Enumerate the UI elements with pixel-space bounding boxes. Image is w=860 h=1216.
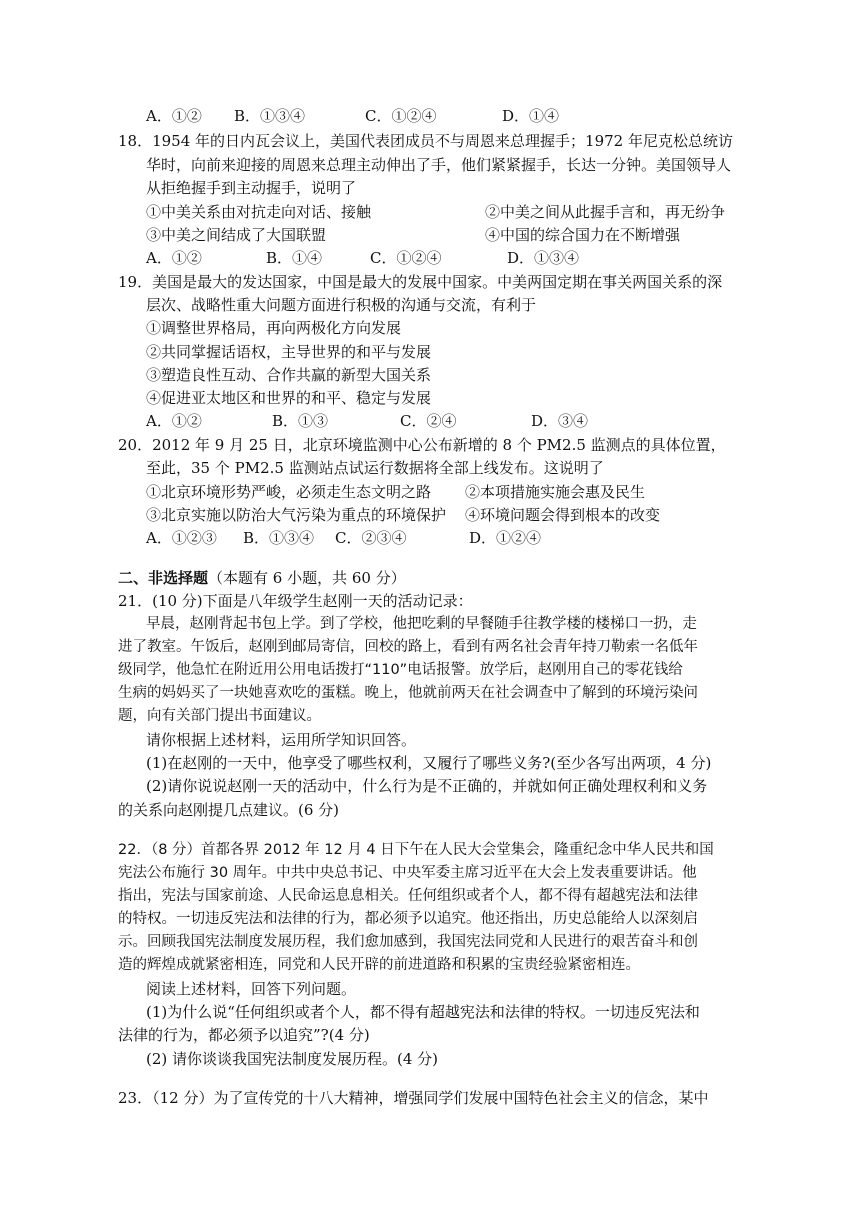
q20-item-4: ④环境问题会得到根本的改变 [465, 506, 661, 524]
q21-material-line: 生病的妈妈买了一块她喜欢吃的蛋糕。晚上，他就前两天在社会调查中了解到的环境污染问 [118, 685, 698, 701]
q17-option-a: A．①② [146, 107, 202, 125]
q18-item-2: ②中美之间从此握手言和，再无纷争 [485, 203, 726, 221]
q22-material-line: 示。回顾我国宪法制度发展历程，我们愈加感到，我国宪法同党和人民进行的艰苦奋斗和创 [118, 934, 698, 950]
q22-material-line: 指出，宪法与国家前途、人民命运息息相关。任何组织或者个人，都不得有超越宪法和法律 [118, 888, 698, 904]
q22-instruction: 阅读上述材料，回答下列问题。 [146, 980, 357, 998]
q19-item-1: ①调整世界格局，再向两极化方向发展 [146, 319, 402, 337]
q18-option-d: D．①③④ [507, 249, 580, 267]
q19-item-2: ②共同掌握话语权，主导世界的和平与发展 [146, 343, 432, 361]
section-heading [118, 568, 406, 588]
section-note: （本题有 6 小题，共 60 分） [208, 569, 406, 587]
q22-material-line: 宪法公布施行 30 周年。中共中央总书记、中央军委主席习近平在大会上发表重要讲话。他 [118, 865, 697, 881]
q18-option-a: A．①② [146, 249, 202, 267]
q20-stem-line: 20．2012 年 9 月 25 日，北京环境监测中心公布新增的 8 个 PM2.5 监测点的具体位置， [118, 436, 726, 454]
q19-option-b: B．①③ [272, 412, 329, 430]
q21-material-line: 题，向有关部门提出书面建议。 [118, 708, 321, 724]
q23-line: 23．（12 分）为了宣传党的十八大精神，增强同学们发展中国特色社会主义的信念，某中 [118, 1089, 709, 1107]
q18-item-1: ①中美关系由对抗走向对话、接触 [146, 203, 372, 221]
section-title: 二、非选择题 [118, 569, 209, 587]
q18-stem-line: 从拒绝握手到主动握手，说明了 [146, 179, 357, 197]
q22-subquestion-1-cont: 法律的行为，都必须予以追究”?(4 分) [118, 1026, 370, 1044]
q18-stem-line: 华时，向前来迎接的周恩来总理主动伸出了手，他们紧紧握手，长达一分钟。美国领导人 [146, 156, 732, 174]
q22-material-line: 造的辉煌成就紧密相连，同党和人民开辟的前进道路和积累的宝贵经验紧密相连。 [118, 957, 640, 973]
q19-option-c: C．②④ [400, 412, 457, 430]
q21-instruction: 请你根据上述材料，运用所学知识回答。 [146, 731, 417, 749]
q18-option-c: C．①②④ [370, 249, 442, 267]
q20-option-c: C．②③④ [335, 529, 407, 547]
q21-material-line: 早晨，赵刚背起书包上学。到了学校，他把吃剩的早餐随手往教学楼的楼梯口一扔，走 [146, 616, 697, 632]
q19-item-3: ③塑造良性互动、合作共赢的新型大国关系 [146, 366, 432, 384]
q20-option-b: B．①③④ [243, 529, 315, 547]
q20-item-2: ②本项措施实施会惠及民生 [465, 483, 646, 501]
q22-material-line: 22．（8 分）首都各界 2012 年 12 月 4 日下午在人民大会堂集会，隆重纪念中华人民共和国 [118, 842, 714, 858]
q21-material-line: 级同学，他急忙在附近用公用电话拨打“110”电话报警。放学后，赵刚用自己的零花钱给 [118, 662, 683, 678]
q17-option-c: C．①②④ [365, 107, 437, 125]
q21-subquestion-1: (1)在赵刚的一天中，他享受了哪些权利，又履行了哪些义务?(至少各写出两项，4 分) [146, 754, 712, 772]
q21-line: 21．(10 分)下面是八年级学生赵刚一天的活动记录： [118, 592, 473, 610]
q19-option-a: A．①② [146, 412, 202, 430]
q17-option-b: B．①③④ [234, 107, 306, 125]
q21-material-line: 进了教室。午饭后，赵刚到邮局寄信，回校的路上，看到有两名社会青年持刀勒索一名低年 [118, 639, 698, 655]
q19-item-4: ④促进亚太地区和世界的和平、稳定与发展 [146, 389, 432, 407]
q19-stem-line: 层次、战略性重大问题方面进行积极的沟通与交流，有利于 [146, 296, 537, 314]
q19-stem-line: 19．美国是最大的发达国家，中国是最大的发展中国家。中美两国定期在事关两国关系的深 [118, 273, 723, 291]
q18-item-3: ③中美之间结成了大国联盟 [146, 226, 327, 244]
q18-stem-line: 18．1954 年的日内瓦会议上，美国代表团成员不与周恩来总理握手；1972 年尼克松总统访 [118, 132, 733, 150]
q22-subquestion-1: (1)为什么说“任何组织或者个人，都不得有超越宪法和法律的特权。一切违反宪法和 [146, 1003, 700, 1021]
q21-subquestion-2: (2)请你说说赵刚一天的活动中，什么行为是不正确的，并就如何正确处理权利和义务 [146, 777, 708, 795]
q20-option-a: A．①②③ [146, 529, 217, 547]
q18-item-4: ④中国的综合国力在不断增强 [485, 226, 681, 244]
q20-stem-line: 至此，35 个 PM2.5 监测站点试运行数据将全部上线发布。这说明了 [146, 459, 604, 477]
q18-option-b: B．①④ [266, 249, 323, 267]
q20-item-1: ①北京环境形势严峻，必须走生态文明之路 [146, 483, 432, 501]
q20-item-3: ③北京实施以防治大气污染为重点的环境保护 [146, 506, 447, 524]
q17-option-d: D．①④ [502, 107, 560, 125]
q22-subquestion-2: (2) 请你谈谈我国宪法制度发展历程。(4 分) [146, 1050, 439, 1068]
q20-option-d: D．①②④ [469, 529, 542, 547]
q22-material-line: 的特权。一切违反宪法和法律的行为，都必须予以追究。他还指出，历史总能给人以深刻启 [118, 911, 698, 927]
q21-subquestion-2-cont: 的关系向赵刚提几点建议。(6 分) [118, 801, 340, 819]
q19-option-d: D．③④ [531, 412, 589, 430]
